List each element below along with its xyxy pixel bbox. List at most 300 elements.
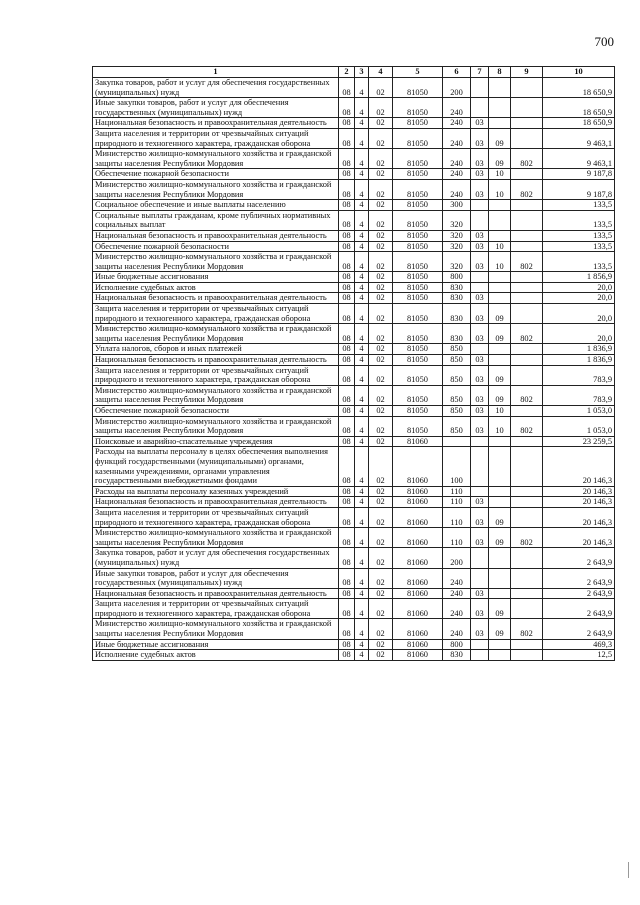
- subsection-cell: [489, 486, 511, 497]
- row-name-cell: Поисковые и аварийно-спасательные учреждения: [93, 436, 339, 447]
- expense-type-cell: 800: [443, 639, 471, 650]
- subprogram-cell: 02: [369, 230, 393, 241]
- section-code-cell: 08: [339, 128, 355, 148]
- chapter-cell: [471, 282, 489, 293]
- expense-type-cell: 110: [443, 497, 471, 508]
- section-code-cell: 08: [339, 588, 355, 599]
- chapter-cell: [471, 548, 489, 568]
- table-row: [93, 599, 615, 619]
- direction-code-cell: 81050: [393, 416, 443, 436]
- direction-code-cell: 81050: [393, 252, 443, 272]
- direction-code-cell: 81050: [393, 78, 443, 98]
- direction-code-cell: 81060: [393, 486, 443, 497]
- margin-mark: [628, 862, 636, 878]
- table-row: [93, 497, 615, 508]
- subsection-cell: 09: [489, 365, 511, 385]
- expense-type-cell: 240: [443, 169, 471, 180]
- budget-table: [92, 66, 615, 661]
- chapter-cell: 03: [471, 293, 489, 304]
- section-code-cell: 08: [339, 252, 355, 272]
- ministry-code-cell: [511, 210, 543, 230]
- section-code-cell: 08: [339, 344, 355, 355]
- direction-code-cell: 81060: [393, 568, 443, 588]
- program-cell: 4: [355, 324, 369, 344]
- subprogram-cell: 02: [369, 78, 393, 98]
- subprogram-cell: 02: [369, 639, 393, 650]
- section-code-cell: 08: [339, 406, 355, 417]
- chapter-cell: 03: [471, 497, 489, 508]
- direction-code-cell: 81050: [393, 385, 443, 405]
- subsection-cell: [489, 344, 511, 355]
- row-name-cell: Национальная безопасность и правоохранительная деятельность: [93, 355, 339, 366]
- direction-code-cell: 81050: [393, 282, 443, 293]
- amount-cell: 18 650,9: [543, 98, 615, 118]
- expense-type-cell: 240: [443, 179, 471, 199]
- row-name-cell: Национальная безопасность и правоохранительная деятельность: [93, 230, 339, 241]
- section-code-cell: 08: [339, 282, 355, 293]
- program-cell: 4: [355, 118, 369, 129]
- section-code-cell: 08: [339, 149, 355, 169]
- row-name-cell: Иные бюджетные ассигнования: [93, 272, 339, 283]
- header-cell: 4: [369, 67, 393, 78]
- table-row: [93, 436, 615, 447]
- program-cell: 4: [355, 486, 369, 497]
- subprogram-cell: 02: [369, 406, 393, 417]
- expense-type-cell: 240: [443, 619, 471, 639]
- ministry-code-cell: [511, 78, 543, 98]
- program-cell: 4: [355, 497, 369, 508]
- subsection-cell: 09: [489, 304, 511, 324]
- amount-cell: 2 643,9: [543, 619, 615, 639]
- section-code-cell: 08: [339, 169, 355, 180]
- subsection-cell: 10: [489, 241, 511, 252]
- program-cell: 4: [355, 385, 369, 405]
- ministry-code-cell: 802: [511, 528, 543, 548]
- program-cell: 4: [355, 98, 369, 118]
- amount-cell: 1 836,9: [543, 355, 615, 366]
- expense-type-cell: 300: [443, 200, 471, 211]
- section-code-cell: 08: [339, 416, 355, 436]
- row-name-cell: Национальная безопасность и правоохранительная деятельность: [93, 293, 339, 304]
- table-row: [93, 200, 615, 211]
- amount-cell: 20 146,3: [543, 447, 615, 486]
- direction-code-cell: 81050: [393, 293, 443, 304]
- row-name-cell: Защита населения и территории от чрезвычайных ситуаций природного и техногенного характера, гражданская оборона: [93, 599, 339, 619]
- subprogram-cell: 02: [369, 293, 393, 304]
- amount-cell: 783,9: [543, 385, 615, 405]
- direction-code-cell: 81050: [393, 98, 443, 118]
- section-code-cell: 08: [339, 210, 355, 230]
- subsection-cell: [489, 447, 511, 486]
- program-cell: 4: [355, 293, 369, 304]
- amount-cell: 133,5: [543, 200, 615, 211]
- amount-cell: 18 650,9: [543, 118, 615, 129]
- amount-cell: 2 643,9: [543, 548, 615, 568]
- ministry-code-cell: [511, 282, 543, 293]
- ministry-code-cell: 802: [511, 149, 543, 169]
- expense-type-cell: 240: [443, 149, 471, 169]
- amount-cell: 133,5: [543, 252, 615, 272]
- row-name-cell: Обеспечение пожарной безопасности: [93, 169, 339, 180]
- chapter-cell: [471, 568, 489, 588]
- chapter-cell: [471, 200, 489, 211]
- subsection-cell: [489, 293, 511, 304]
- table-row: [93, 639, 615, 650]
- section-code-cell: 08: [339, 78, 355, 98]
- subprogram-cell: 02: [369, 200, 393, 211]
- amount-cell: 2 643,9: [543, 588, 615, 599]
- direction-code-cell: 81050: [393, 149, 443, 169]
- expense-type-cell: 240: [443, 588, 471, 599]
- amount-cell: 18 650,9: [543, 78, 615, 98]
- section-code-cell: 08: [339, 230, 355, 241]
- ministry-code-cell: 802: [511, 416, 543, 436]
- program-cell: 4: [355, 169, 369, 180]
- subsection-cell: 09: [489, 599, 511, 619]
- expense-type-cell: 240: [443, 128, 471, 148]
- subsection-cell: [489, 230, 511, 241]
- section-code-cell: 08: [339, 385, 355, 405]
- program-cell: 4: [355, 528, 369, 548]
- table-row: [93, 149, 615, 169]
- section-code-cell: 08: [339, 568, 355, 588]
- program-cell: 4: [355, 252, 369, 272]
- subsection-cell: 09: [489, 619, 511, 639]
- amount-cell: 20,0: [543, 324, 615, 344]
- direction-code-cell: 81060: [393, 650, 443, 661]
- row-name-cell: Закупка товаров, работ и услуг для обеспечения государственных (муниципальных) нужд: [93, 548, 339, 568]
- subsection-cell: 09: [489, 149, 511, 169]
- chapter-cell: 03: [471, 406, 489, 417]
- section-code-cell: 08: [339, 179, 355, 199]
- table-row: [93, 210, 615, 230]
- expense-type-cell: 240: [443, 599, 471, 619]
- subprogram-cell: 02: [369, 497, 393, 508]
- expense-type-cell: 850: [443, 416, 471, 436]
- amount-cell: 1 053,0: [543, 416, 615, 436]
- subsection-cell: [489, 436, 511, 447]
- expense-type-cell: 850: [443, 355, 471, 366]
- header-cell: 10: [543, 67, 615, 78]
- chapter-cell: [471, 272, 489, 283]
- subsection-cell: 10: [489, 406, 511, 417]
- expense-type-cell: 200: [443, 548, 471, 568]
- subprogram-cell: 02: [369, 118, 393, 129]
- chapter-cell: 03: [471, 230, 489, 241]
- row-name-cell: Исполнение судебных актов: [93, 282, 339, 293]
- program-cell: 4: [355, 149, 369, 169]
- amount-cell: 1 856,9: [543, 272, 615, 283]
- row-name-cell: Министерство жилищно-коммунального хозяйства и гражданской защиты населения Республики Мордовия: [93, 385, 339, 405]
- subprogram-cell: 02: [369, 447, 393, 486]
- header-cell: 6: [443, 67, 471, 78]
- header-cell: 3: [355, 67, 369, 78]
- subsection-cell: [489, 588, 511, 599]
- program-cell: 4: [355, 230, 369, 241]
- amount-cell: 20 146,3: [543, 528, 615, 548]
- subprogram-cell: 02: [369, 355, 393, 366]
- subprogram-cell: 02: [369, 599, 393, 619]
- direction-code-cell: 81050: [393, 304, 443, 324]
- row-name-cell: Уплата налогов, сборов и иных платежей: [93, 344, 339, 355]
- row-name-cell: Расходы на выплаты персоналу казенных учреждений: [93, 486, 339, 497]
- subsection-cell: 10: [489, 416, 511, 436]
- direction-code-cell: 81050: [393, 210, 443, 230]
- expense-type-cell: 320: [443, 230, 471, 241]
- row-name-cell: Иные бюджетные ассигнования: [93, 639, 339, 650]
- table-row: [93, 548, 615, 568]
- expense-type-cell: 110: [443, 486, 471, 497]
- section-code-cell: 08: [339, 507, 355, 527]
- ministry-code-cell: [511, 355, 543, 366]
- table-body: [93, 78, 615, 661]
- table-row: [93, 252, 615, 272]
- ministry-code-cell: [511, 650, 543, 661]
- row-name-cell: Национальная безопасность и правоохранительная деятельность: [93, 497, 339, 508]
- direction-code-cell: 81050: [393, 169, 443, 180]
- expense-type-cell: 850: [443, 344, 471, 355]
- row-name-cell: Министерство жилищно-коммунального хозяйства и гражданской защиты населения Республики Мордовия: [93, 528, 339, 548]
- table-row: [93, 650, 615, 661]
- table-row: [93, 98, 615, 118]
- ministry-code-cell: [511, 128, 543, 148]
- subsection-cell: 10: [489, 169, 511, 180]
- subprogram-cell: 02: [369, 548, 393, 568]
- program-cell: 4: [355, 619, 369, 639]
- direction-code-cell: 81060: [393, 588, 443, 599]
- direction-code-cell: 81050: [393, 241, 443, 252]
- subprogram-cell: 02: [369, 128, 393, 148]
- subsection-cell: 09: [489, 507, 511, 527]
- amount-cell: 20 146,3: [543, 497, 615, 508]
- program-cell: 4: [355, 241, 369, 252]
- expense-type-cell: 830: [443, 650, 471, 661]
- direction-code-cell: 81050: [393, 355, 443, 366]
- subprogram-cell: 02: [369, 179, 393, 199]
- expense-type-cell: 830: [443, 282, 471, 293]
- subprogram-cell: 02: [369, 149, 393, 169]
- chapter-cell: 03: [471, 241, 489, 252]
- program-cell: 4: [355, 588, 369, 599]
- table-row: [93, 365, 615, 385]
- chapter-cell: [471, 344, 489, 355]
- direction-code-cell: 81050: [393, 128, 443, 148]
- direction-code-cell: 81050: [393, 406, 443, 417]
- ministry-code-cell: 802: [511, 619, 543, 639]
- ministry-code-cell: [511, 436, 543, 447]
- subsection-cell: [489, 272, 511, 283]
- direction-code-cell: 81060: [393, 507, 443, 527]
- chapter-cell: 03: [471, 149, 489, 169]
- table-row: [93, 355, 615, 366]
- section-code-cell: 08: [339, 619, 355, 639]
- ministry-code-cell: [511, 344, 543, 355]
- section-code-cell: 08: [339, 200, 355, 211]
- amount-cell: 2 643,9: [543, 599, 615, 619]
- row-name-cell: Министерство жилищно-коммунального хозяйства и гражданской защиты населения Республики Мордовия: [93, 619, 339, 639]
- row-name-cell: Защита населения и территории от чрезвычайных ситуаций природного и техногенного характера, гражданская оборона: [93, 507, 339, 527]
- row-name-cell: Закупка товаров, работ и услуг для обеспечения государственных (муниципальных) нужд: [93, 78, 339, 98]
- subprogram-cell: 02: [369, 568, 393, 588]
- row-name-cell: Иные закупки товаров, работ и услуг для обеспечения государственных (муниципальных) нужд: [93, 98, 339, 118]
- ministry-code-cell: [511, 599, 543, 619]
- chapter-cell: 03: [471, 619, 489, 639]
- subprogram-cell: 02: [369, 169, 393, 180]
- program-cell: 4: [355, 282, 369, 293]
- direction-code-cell: 81050: [393, 179, 443, 199]
- program-cell: 4: [355, 128, 369, 148]
- table-row: [93, 118, 615, 129]
- subsection-cell: [489, 210, 511, 230]
- subprogram-cell: 02: [369, 416, 393, 436]
- ministry-code-cell: [511, 406, 543, 417]
- subsection-cell: 10: [489, 252, 511, 272]
- program-cell: 4: [355, 200, 369, 211]
- subprogram-cell: 02: [369, 344, 393, 355]
- subsection-cell: [489, 118, 511, 129]
- expense-type-cell: 240: [443, 568, 471, 588]
- subprogram-cell: 02: [369, 365, 393, 385]
- program-cell: 4: [355, 406, 369, 417]
- section-code-cell: 08: [339, 241, 355, 252]
- chapter-cell: 03: [471, 118, 489, 129]
- row-name-cell: Социальные выплаты гражданам, кроме публичных нормативных социальных выплат: [93, 210, 339, 230]
- subsection-cell: 09: [489, 324, 511, 344]
- program-cell: 4: [355, 304, 369, 324]
- row-name-cell: Национальная безопасность и правоохранительная деятельность: [93, 118, 339, 129]
- chapter-cell: [471, 486, 489, 497]
- amount-cell: 9 187,8: [543, 179, 615, 199]
- amount-cell: 9 463,1: [543, 128, 615, 148]
- table-row: [93, 507, 615, 527]
- expense-type-cell: [443, 436, 471, 447]
- table-row: [93, 528, 615, 548]
- expense-type-cell: 800: [443, 272, 471, 283]
- ministry-code-cell: [511, 118, 543, 129]
- ministry-code-cell: [511, 447, 543, 486]
- chapter-cell: 03: [471, 169, 489, 180]
- table-row: [93, 406, 615, 417]
- table-row: [93, 619, 615, 639]
- table-header: [93, 67, 615, 78]
- row-name-cell: Министерство жилищно-коммунального хозяйства и гражданской защиты населения Республики Мордовия: [93, 149, 339, 169]
- direction-code-cell: 81050: [393, 365, 443, 385]
- row-name-cell: Обеспечение пожарной безопасности: [93, 241, 339, 252]
- table-row: [93, 486, 615, 497]
- header-cell: 8: [489, 67, 511, 78]
- section-code-cell: 08: [339, 447, 355, 486]
- program-cell: 4: [355, 179, 369, 199]
- chapter-cell: [471, 650, 489, 661]
- expense-type-cell: 110: [443, 507, 471, 527]
- program-cell: 4: [355, 355, 369, 366]
- subsection-cell: [489, 282, 511, 293]
- subsection-cell: [489, 650, 511, 661]
- subprogram-cell: 02: [369, 588, 393, 599]
- amount-cell: 23 259,5: [543, 436, 615, 447]
- subsection-cell: [489, 200, 511, 211]
- direction-code-cell: 81060: [393, 619, 443, 639]
- section-code-cell: 08: [339, 599, 355, 619]
- row-name-cell: Социальное обеспечение и иные выплаты населению: [93, 200, 339, 211]
- amount-cell: 469,3: [543, 639, 615, 650]
- program-cell: 4: [355, 507, 369, 527]
- direction-code-cell: 81050: [393, 324, 443, 344]
- expense-type-cell: 240: [443, 98, 471, 118]
- subsection-cell: [489, 78, 511, 98]
- amount-cell: 1 053,0: [543, 406, 615, 417]
- table-row: [93, 416, 615, 436]
- direction-code-cell: 81060: [393, 639, 443, 650]
- subsection-cell: [489, 639, 511, 650]
- chapter-cell: 03: [471, 365, 489, 385]
- subprogram-cell: 02: [369, 486, 393, 497]
- chapter-cell: [471, 447, 489, 486]
- ministry-code-cell: [511, 169, 543, 180]
- ministry-code-cell: [511, 200, 543, 211]
- section-code-cell: 08: [339, 118, 355, 129]
- chapter-cell: 03: [471, 324, 489, 344]
- amount-cell: 2 643,9: [543, 568, 615, 588]
- table-row: [93, 588, 615, 599]
- expense-type-cell: 110: [443, 528, 471, 548]
- ministry-code-cell: [511, 365, 543, 385]
- row-name-cell: Исполнение судебных актов: [93, 650, 339, 661]
- chapter-cell: [471, 436, 489, 447]
- ministry-code-cell: 802: [511, 179, 543, 199]
- subprogram-cell: 02: [369, 324, 393, 344]
- section-code-cell: 08: [339, 365, 355, 385]
- section-code-cell: 08: [339, 528, 355, 548]
- expense-type-cell: 240: [443, 118, 471, 129]
- ministry-code-cell: 802: [511, 385, 543, 405]
- expense-type-cell: 320: [443, 210, 471, 230]
- table-row: [93, 344, 615, 355]
- chapter-cell: 03: [471, 528, 489, 548]
- expense-type-cell: 320: [443, 241, 471, 252]
- expense-type-cell: 200: [443, 78, 471, 98]
- program-cell: 4: [355, 210, 369, 230]
- subprogram-cell: 02: [369, 528, 393, 548]
- amount-cell: 20 146,3: [543, 486, 615, 497]
- subsection-cell: [489, 355, 511, 366]
- section-code-cell: 08: [339, 639, 355, 650]
- subprogram-cell: 02: [369, 650, 393, 661]
- direction-code-cell: 81050: [393, 200, 443, 211]
- program-cell: 4: [355, 568, 369, 588]
- subprogram-cell: 02: [369, 98, 393, 118]
- row-name-cell: Министерство жилищно-коммунального хозяйства и гражданской защиты населения Республики Мордовия: [93, 179, 339, 199]
- chapter-cell: 03: [471, 179, 489, 199]
- program-cell: 4: [355, 650, 369, 661]
- ministry-code-cell: [511, 98, 543, 118]
- header-cell: 2: [339, 67, 355, 78]
- program-cell: 4: [355, 344, 369, 355]
- subsection-cell: [489, 98, 511, 118]
- header-row: [93, 67, 615, 78]
- ministry-code-cell: 802: [511, 324, 543, 344]
- direction-code-cell: 81050: [393, 230, 443, 241]
- expense-type-cell: 830: [443, 304, 471, 324]
- ministry-code-cell: [511, 241, 543, 252]
- chapter-cell: 03: [471, 507, 489, 527]
- subprogram-cell: 02: [369, 304, 393, 324]
- table-row: [93, 304, 615, 324]
- table-row: [93, 241, 615, 252]
- header-cell: 9: [511, 67, 543, 78]
- section-code-cell: 08: [339, 272, 355, 283]
- header-cell: 7: [471, 67, 489, 78]
